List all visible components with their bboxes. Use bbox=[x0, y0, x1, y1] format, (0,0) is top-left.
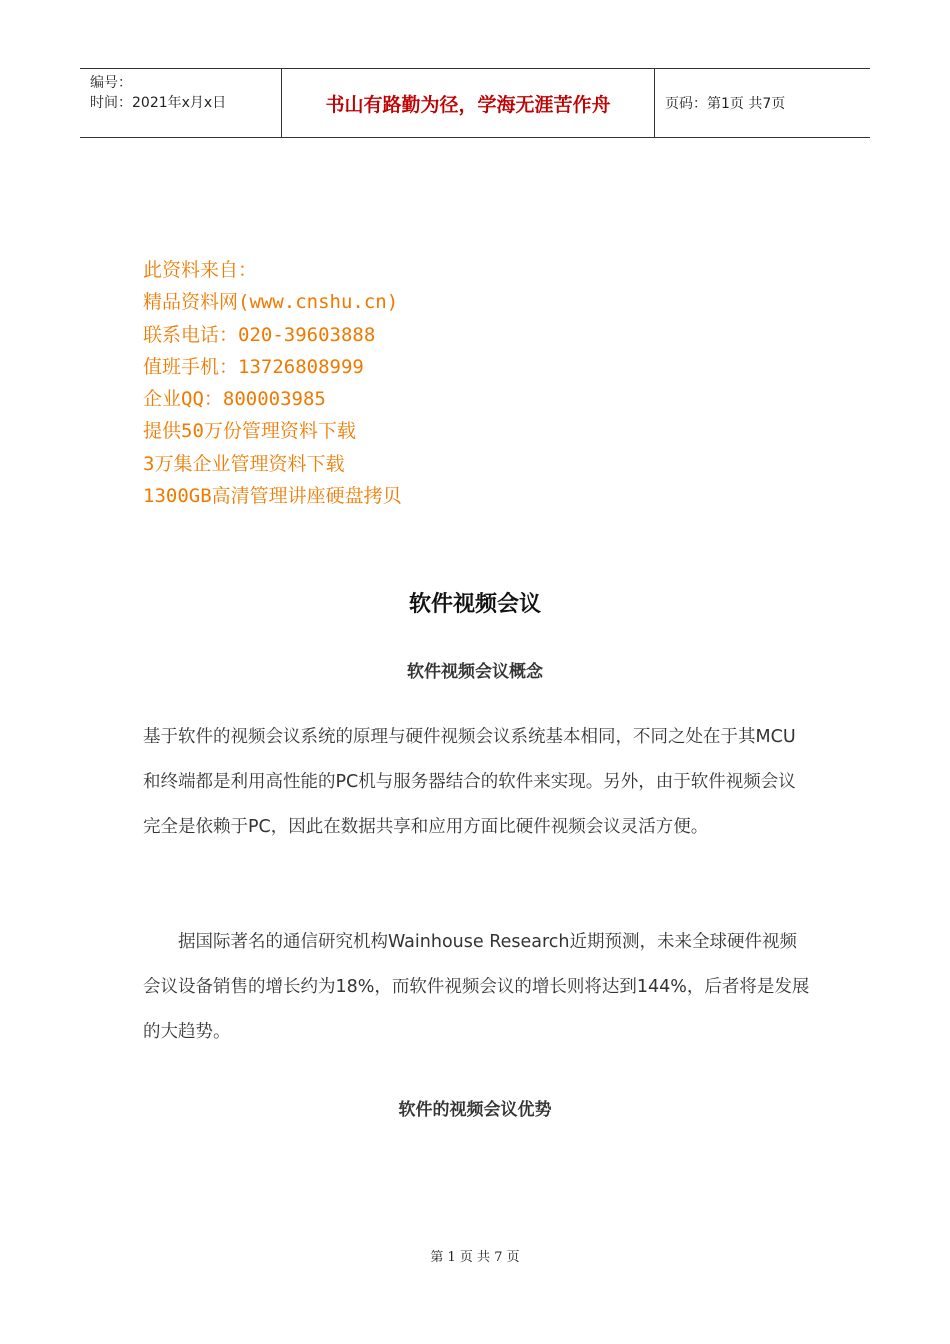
source-info-block bbox=[143, 254, 402, 512]
source-line: 提供50万份管理资料下载 bbox=[143, 420, 356, 443]
page-footer: 第 1 页 共 7 页 bbox=[430, 1250, 520, 1265]
source-line: 值班手机：13726808999 bbox=[143, 355, 364, 378]
section-heading-advantages: 软件的视频会议优势 bbox=[398, 1100, 552, 1120]
source-line: 企业QQ：800003985 bbox=[143, 388, 326, 411]
header-page-cell bbox=[655, 69, 870, 137]
document-time-label: 时间：2021年x月x日 bbox=[90, 95, 227, 111]
header-motto-cell bbox=[282, 69, 655, 137]
document-title: 软件视频会议 bbox=[408, 592, 541, 617]
section-heading-concept: 软件视频会议概念 bbox=[407, 662, 543, 682]
source-line: 精品资料网(www.cnshu.cn) bbox=[143, 291, 399, 314]
page-header-table bbox=[80, 68, 870, 138]
source-line: 此资料来自： bbox=[143, 259, 258, 281]
header-motto: 书山有路勤为径，学海无涯苦作舟 bbox=[325, 93, 611, 116]
document-number-label: 编号： bbox=[90, 75, 132, 91]
paragraph-forecast: 据国际著名的通信研究机构Wainhouse Research近期预测，未来全球硬件视频会议设备销售的增长约为18%，而软件视频会议的增长则将达到144%，后者将是发展的大趋势。 bbox=[143, 932, 810, 1042]
source-line: 1300GB高清管理讲座硬盘拷贝 bbox=[143, 485, 402, 508]
paragraph-concept: 基于软件的视频会议系统的原理与硬件视频会议系统基本相同，不同之处在于其MCU和终端都是利用高性能的PC机与服务器结合的软件来实现。另外，由于软件视频会议完全是依赖于PC，因此在数据共享和应用方面比硬件视频会议灵活方便。 bbox=[143, 727, 796, 837]
header-page-info: 页码：第1页 共7页 bbox=[665, 96, 786, 112]
source-line: 3万集企业管理资料下载 bbox=[143, 452, 345, 475]
source-line: 联系电话：020-39603888 bbox=[143, 323, 376, 346]
header-meta-cell bbox=[80, 69, 282, 137]
